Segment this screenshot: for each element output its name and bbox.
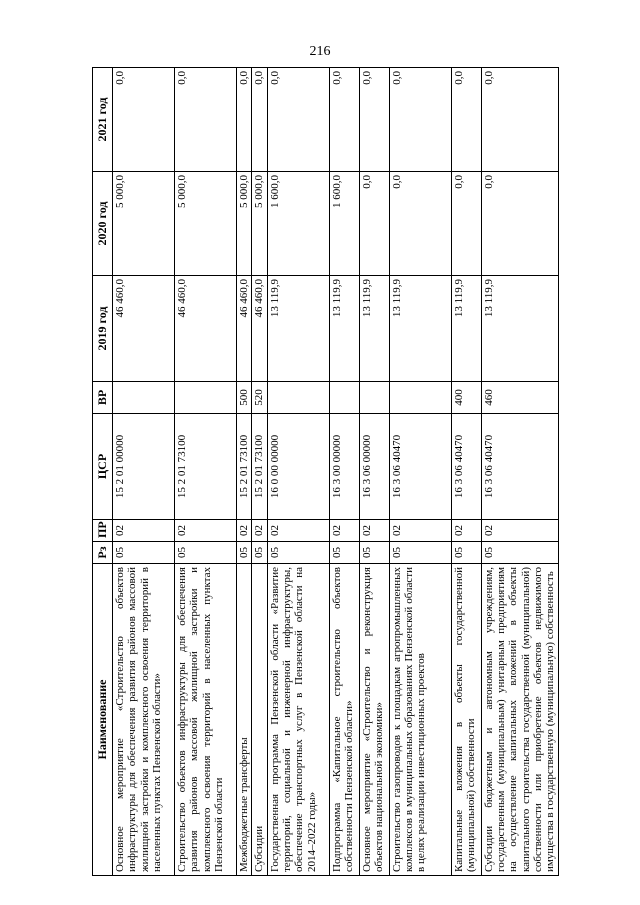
row-csr: 15 2 01 00000 [113,414,175,520]
page-number: 216 [309,44,331,59]
row-2020: 0,0 [389,172,451,276]
row-2019: 46 460,0 [252,276,267,382]
header-name: Наименование [93,564,113,876]
header-pr: ПР [93,520,113,542]
row-csr: 16 3 06 40470 [389,414,451,520]
table-row [329,68,359,876]
row-2021: 0,0 [359,68,389,172]
table-row [359,68,389,876]
rotated-table-wrapper [92,68,557,876]
row-2020: 5 000,0 [113,172,175,276]
row-2021: 0,0 [389,68,451,172]
row-2019: 46 460,0 [237,276,252,382]
row-rz: 05 [359,542,389,564]
row-2019: 13 119,9 [481,276,558,382]
row-pr: 02 [267,520,329,542]
row-2021: 0,0 [329,68,359,172]
row-vr [389,382,451,414]
row-csr: 16 0 00 00000 [267,414,329,520]
row-rz: 05 [389,542,451,564]
row-2020: 1 600,0 [267,172,329,276]
row-csr: 15 2 01 73100 [175,414,237,520]
row-csr: 15 2 01 73100 [237,414,252,520]
row-2021: 0,0 [481,68,558,172]
row-name: Основное мероприятие «Строительство и реконструкция объектов национальной экономики» [359,564,389,876]
row-rz: 05 [267,542,329,564]
row-rz: 05 [451,542,481,564]
row-rz: 05 [252,542,267,564]
header-csr: ЦСР [93,414,113,520]
row-2019: 13 119,9 [451,276,481,382]
row-vr [267,382,329,414]
row-vr [329,382,359,414]
header-2020: 2020 год [93,172,113,276]
table-row [252,68,267,876]
row-rz: 05 [481,542,558,564]
row-pr: 02 [113,520,175,542]
row-csr: 16 3 06 40470 [451,414,481,520]
header-rz: Рз [93,542,113,564]
row-vr [175,382,237,414]
row-name: Государственная программа Пензенской области «Развитие территорий, социальной и инженерной инфраструктуры, обеспечение транспортных услуг в Пензенской области на 2014–2022 годы» [267,564,329,876]
row-2021: 0,0 [252,68,267,172]
row-name: Основное мероприятие «Строительство объектов инфраструктуры для обеспечения развития районов массовой жилищной застройки и комплексного освоения территорий в населенных пунктах Пензенской области» [113,564,175,876]
budget-table [92,67,559,876]
table-row [481,68,558,876]
row-2020: 5 000,0 [237,172,252,276]
row-name: Капитальные вложения в объекты государственной (муниципальной) собственности [451,564,481,876]
row-2019: 46 460,0 [113,276,175,382]
row-rz: 05 [113,542,175,564]
row-name: Межбюджетные трансферты [237,564,252,876]
row-vr: 400 [451,382,481,414]
table-row [389,68,451,876]
row-rz: 05 [175,542,237,564]
row-pr: 02 [252,520,267,542]
row-pr: 02 [329,520,359,542]
table-row [113,68,175,876]
row-2019: 13 119,9 [329,276,359,382]
row-name: Строительство объектов инфраструктуры для обеспечения развития районов массовой жилищной застройки и комплексного освоения территорий в населенных пунктах Пензенской области [175,564,237,876]
row-vr [359,382,389,414]
row-pr: 02 [237,520,252,542]
row-2020: 0,0 [359,172,389,276]
row-pr: 02 [389,520,451,542]
row-2020: 5 000,0 [252,172,267,276]
row-2020: 5 000,0 [175,172,237,276]
row-vr: 520 [252,382,267,414]
row-pr: 02 [359,520,389,542]
row-2021: 0,0 [451,68,481,172]
row-2019: 46 460,0 [175,276,237,382]
row-name: Субсидии [252,564,267,876]
row-pr: 02 [175,520,237,542]
row-vr: 460 [481,382,558,414]
row-2020: 0,0 [481,172,558,276]
row-pr: 02 [451,520,481,542]
row-csr: 15 2 01 73100 [252,414,267,520]
row-2019: 13 119,9 [267,276,329,382]
row-2021: 0,0 [267,68,329,172]
row-2020: 0,0 [451,172,481,276]
row-csr: 16 3 06 00000 [359,414,389,520]
table-row [175,68,237,876]
row-2020: 1 600,0 [329,172,359,276]
table-row [451,68,481,876]
row-pr: 02 [481,520,558,542]
header-2019: 2019 год [93,276,113,382]
row-name: Строительство газопроводов к площадкам агропромышленных комплексов в муниципальных образованиях Пензенской области в целях реализации инвестиционных проектов [389,564,451,876]
header-vr: ВР [93,382,113,414]
row-vr: 500 [237,382,252,414]
row-2019: 13 119,9 [359,276,389,382]
row-name: Подпрограмма «Капитальное строительство объектов собственности Пензенской области» [329,564,359,876]
row-rz: 05 [237,542,252,564]
row-2021: 0,0 [113,68,175,172]
row-2021: 0,0 [175,68,237,172]
row-csr: 16 3 06 40470 [481,414,558,520]
table-row [237,68,252,876]
row-2019: 13 119,9 [389,276,451,382]
table-header-row [93,68,113,876]
table-row [267,68,329,876]
row-name: Субсидии бюджетным и автономным учреждениям, государственным (муниципальным) унитарным предприятиям на осуществление капитальных вложений в объекты капитального строительства государственной (муниципальной) собственности или приобретение объектов недвижимого имущества в государственную (муниципальную) собственность [481,564,558,876]
row-2021: 0,0 [237,68,252,172]
row-rz: 05 [329,542,359,564]
row-vr [113,382,175,414]
header-2021: 2021 год [93,68,113,172]
row-csr: 16 3 00 00000 [329,414,359,520]
